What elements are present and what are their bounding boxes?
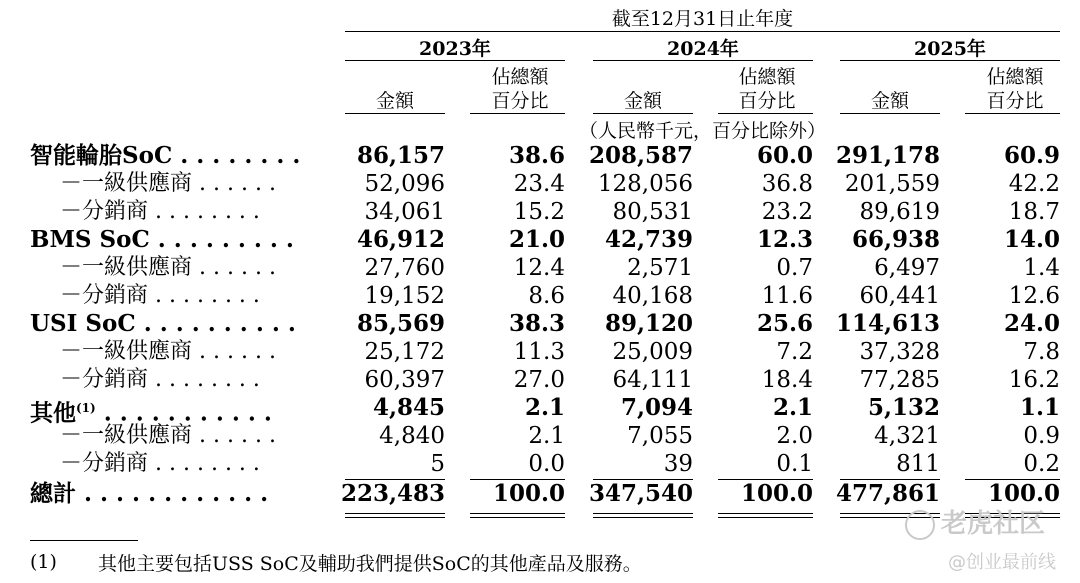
table-cell: 128,056 (597, 171, 693, 197)
amount-header-2024: 金額 (623, 90, 662, 112)
watermark-logo (905, 503, 1045, 540)
row-label (60, 198, 260, 226)
table-cell: 27.0 (513, 367, 565, 393)
leader-dots: . . . . . . . . (148, 367, 260, 392)
row-label-text: －分銷商 (60, 367, 149, 392)
tiger-logo-icon (905, 510, 935, 540)
amount-header-2023: 金額 (375, 90, 414, 112)
table-cell: 4,845 (372, 394, 445, 421)
pct-header-2024-l1: 佔總額 (738, 66, 796, 88)
leader-dots: . . . . . . (192, 423, 276, 448)
leader-dots: . . . . . . . . . . (135, 310, 296, 337)
table-cell: 5,132 (867, 394, 940, 421)
table-cell: 0.1 (776, 451, 813, 477)
table-cell: 89,619 (859, 199, 940, 225)
table-cell: 1.4 (1023, 255, 1060, 281)
table-cell: 38.3 (508, 310, 565, 337)
row-label (60, 170, 276, 198)
total-cell: 347,540 (588, 480, 693, 507)
total-cell: 223,483 (340, 480, 445, 507)
table-cell: 2.1 (528, 423, 565, 449)
col-rule (718, 113, 813, 114)
row-label (60, 450, 260, 478)
double-underline (345, 517, 445, 518)
table-cell: 14.0 (1003, 226, 1060, 253)
table-cell: 42,739 (604, 226, 693, 253)
row-label-text: －分銷商 (60, 451, 149, 476)
table-cell: 0.0 (528, 451, 565, 477)
period-header: 截至12月31日止年度 (611, 8, 794, 30)
table-cell: 40,168 (612, 283, 693, 309)
table-cell: 0.7 (776, 255, 813, 281)
double-underline (470, 513, 565, 514)
header-rule (345, 31, 1060, 32)
table-cell: 11.3 (513, 339, 565, 365)
table-cell: 19,152 (364, 283, 445, 309)
row-label-text: 其他 (30, 399, 76, 427)
table-cell: 5 (430, 451, 445, 477)
double-underline (470, 517, 565, 518)
table-cell: 15.2 (513, 199, 565, 225)
table-cell: 86,157 (356, 142, 445, 169)
table-cell: 16.2 (1008, 367, 1060, 393)
row-label-text: BMS SoC (30, 226, 150, 253)
table-cell: 208,587 (588, 142, 693, 169)
leader-dots: . . . . . . . . (148, 451, 260, 476)
row-label-text: －分銷商 (60, 199, 149, 224)
table-cell: 6,497 (874, 255, 940, 281)
leader-dots: . . . . . . . . . . . (95, 399, 272, 427)
double-underline (593, 517, 693, 518)
total-text: 總計 (30, 480, 76, 507)
watermark-main: 老虎社区 (941, 509, 1046, 539)
table-cell: 11.6 (761, 283, 813, 309)
row-label (60, 338, 276, 366)
table-cell: 25,172 (364, 339, 445, 365)
pct-header-2025-l2: 百分比 (986, 90, 1044, 112)
year-2024: 2024年 (667, 38, 739, 60)
leader-dots: . . . . . . . . (148, 199, 260, 224)
table-cell: 12.3 (756, 226, 813, 253)
table-cell: 39 (663, 451, 693, 477)
row-label (60, 254, 276, 282)
watermark-sub: @创业最前线 (948, 552, 1056, 573)
col-rule (470, 113, 565, 114)
table-cell: 25.6 (756, 310, 813, 337)
table-cell: 60,441 (859, 283, 940, 309)
table-cell: 7.2 (776, 339, 813, 365)
table-cell: 23.4 (513, 171, 565, 197)
table-cell: 37,328 (859, 339, 940, 365)
table-cell: 38.6 (508, 142, 565, 169)
year-2023: 2023年 (419, 38, 491, 60)
table-cell: 8.6 (528, 283, 565, 309)
footnote-rule (30, 540, 138, 541)
year-rule-2025 (840, 60, 1060, 61)
table-cell: 2,571 (627, 255, 693, 281)
row-label (30, 142, 300, 170)
table-cell: 52,096 (364, 171, 445, 197)
total-cell: 477,861 (835, 480, 940, 507)
table-cell: 85,569 (356, 310, 445, 337)
table-cell: 60.0 (756, 142, 813, 169)
footnote-text: 其他主要包括USS SoC及輔助我們提供SoC的其他產品及服務。 (98, 553, 642, 575)
table-cell: 21.0 (508, 226, 565, 253)
total-cell: 100.0 (492, 480, 565, 507)
leader-dots: . . . . . . (192, 255, 276, 280)
col-rule (965, 113, 1060, 114)
row-label-text: 智能輪胎SoC (30, 142, 173, 169)
leader-dots: . . . . . . . . (172, 142, 301, 169)
double-underline (718, 517, 813, 518)
table-cell: 77,285 (859, 367, 940, 393)
table-cell: 4,840 (379, 423, 445, 449)
table-cell: 2.0 (776, 423, 813, 449)
unit-note: （人民幣千元，百分比除外） (578, 120, 826, 142)
row-label (60, 366, 260, 394)
table-cell: 811 (896, 451, 940, 477)
table-cell: 64,111 (612, 367, 693, 393)
double-underline (345, 513, 445, 514)
table-cell: 27,760 (364, 255, 445, 281)
table-cell: 60.9 (1003, 142, 1060, 169)
year-rule-2023 (345, 60, 565, 61)
row-label-text: USI SoC (30, 310, 136, 337)
total-label (30, 480, 268, 508)
table-cell: 0.9 (1023, 423, 1060, 449)
table-cell: 24.0 (1003, 310, 1060, 337)
leader-dots: . . . . . . (192, 339, 276, 364)
row-label (30, 310, 296, 338)
table-cell: 36.8 (761, 171, 813, 197)
table-cell: 18.4 (761, 367, 813, 393)
row-label (30, 226, 294, 254)
row-label-text: －一級供應商 (60, 423, 193, 448)
row-label-text: －一級供應商 (60, 339, 193, 364)
col-rule (345, 113, 445, 114)
table-cell: 42.2 (1008, 171, 1060, 197)
table-cell: 2.1 (772, 394, 813, 421)
total-cell: 100.0 (987, 480, 1060, 507)
table-cell: 89,120 (604, 310, 693, 337)
footnote-marker: (1) (30, 551, 57, 573)
table-cell: 201,559 (844, 171, 940, 197)
table-cell: 18.7 (1008, 199, 1060, 225)
row-label-text: －分銷商 (60, 283, 149, 308)
total-cell: 100.0 (740, 480, 813, 507)
table-cell: 12.6 (1008, 283, 1060, 309)
year-2025: 2025年 (914, 38, 986, 60)
double-underline (718, 513, 813, 514)
col-rule (840, 113, 940, 114)
table-cell: 7,055 (627, 423, 693, 449)
row-label-text: －一級供應商 (60, 171, 193, 196)
col-rule (593, 113, 693, 114)
pct-header-2023-l2: 百分比 (491, 90, 549, 112)
row-label-text: －一級供應商 (60, 255, 193, 280)
table-cell: 7.8 (1023, 339, 1060, 365)
row-label (60, 282, 260, 310)
double-underline (593, 513, 693, 514)
leader-dots: . . . . . . . . . (149, 226, 294, 253)
leader-dots: . . . . . . . . . . . . (76, 480, 269, 507)
pct-header-2025-l1: 佔總額 (986, 66, 1044, 88)
table-cell: 25,009 (612, 339, 693, 365)
table-cell: 114,613 (835, 310, 940, 337)
table-cell: 1.1 (1019, 394, 1060, 421)
table-cell: 80,531 (612, 199, 693, 225)
leader-dots: . . . . . . (192, 171, 276, 196)
table-cell: 291,178 (835, 142, 940, 169)
table-cell: 2.1 (524, 394, 565, 421)
table-cell: 12.4 (513, 255, 565, 281)
table-cell: 46,912 (356, 226, 445, 253)
amount-header-2025: 金額 (870, 90, 909, 112)
table-cell: 23.2 (761, 199, 813, 225)
leader-dots: . . . . . . . . (148, 283, 260, 308)
table-cell: 4,321 (874, 423, 940, 449)
footnote-ref: (1) (76, 401, 96, 415)
year-rule-2024 (593, 60, 813, 61)
table-cell: 60,397 (364, 367, 445, 393)
table-cell: 34,061 (364, 199, 445, 225)
table-cell: 0.2 (1023, 451, 1060, 477)
pct-header-2023-l1: 佔總額 (491, 66, 549, 88)
pct-header-2024-l2: 百分比 (738, 90, 796, 112)
table-cell: 66,938 (851, 226, 940, 253)
row-label (60, 422, 276, 450)
table-cell: 7,094 (620, 394, 693, 421)
